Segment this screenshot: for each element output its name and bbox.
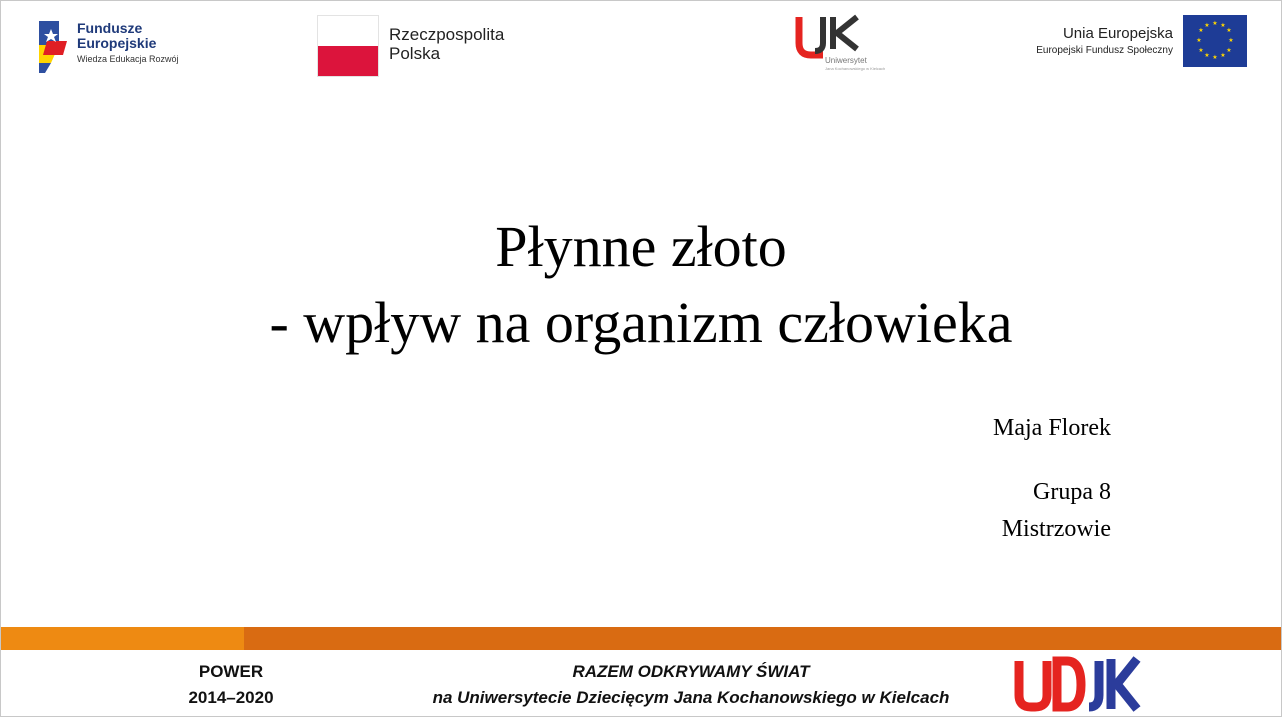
ujk-logo (793, 13, 893, 75)
slogan-line2: na Uniwersytecie Dziecięcym Jana Kochanowskiego w Kielcach (432, 688, 950, 707)
rzeczpospolita-polska-logo (317, 15, 517, 77)
ujk-emblem-icon (793, 13, 873, 59)
svg-text:★: ★ (1220, 53, 1226, 59)
fe-sub: Wiedza Edukacja Rozwój (77, 54, 179, 64)
title-line1: Płynne złoto (495, 214, 787, 279)
program-label (156, 659, 306, 711)
program-line1: POWER (198, 662, 264, 681)
rp-line1: Rzeczpospolita (389, 25, 505, 44)
team-name: Mistrzowie (1001, 516, 1111, 542)
svg-text:★: ★ (1198, 28, 1204, 34)
svg-text:★: ★ (1198, 48, 1204, 54)
title-line2: - wpływ na organizm człowieka (269, 290, 1013, 355)
fundusze-europejskie-logo (37, 15, 197, 77)
rp-line2: Polska (389, 44, 441, 63)
svg-text:★: ★ (1212, 55, 1218, 61)
svg-text:★: ★ (1196, 38, 1202, 44)
footer-bar (1, 627, 1281, 650)
fe-line2: Europejskie (77, 35, 157, 51)
ue-line2: Europejski Fundusz Społeczny (1036, 45, 1173, 56)
footer-bar-accent (1, 627, 244, 650)
svg-text:★: ★ (1204, 53, 1210, 59)
program-line2: 2014–2020 (188, 688, 274, 707)
svg-text:★: ★ (1228, 38, 1234, 44)
ujk-sub2: Jana Kochanowskiego w Kielcach (825, 66, 886, 71)
eu-flag-icon (1183, 15, 1247, 67)
svg-text:★: ★ (1204, 23, 1210, 29)
author-name: Maja Florek (993, 415, 1111, 441)
group-number: Grupa 8 (1033, 479, 1111, 505)
svg-text:★: ★ (1220, 23, 1226, 29)
svg-text:★: ★ (1226, 48, 1232, 54)
udjk-logo (1013, 655, 1143, 713)
svg-text:★: ★ (1212, 21, 1218, 27)
ujk-sub: Uniwersytet (825, 56, 867, 65)
unia-europejska-logo (1031, 15, 1251, 71)
fe-line1: Fundusze (77, 20, 143, 36)
ue-line1: Unia Europejska (1062, 25, 1173, 42)
slogan-line1: RAZEM ODKRYWAMY ŚWIAT (572, 662, 810, 681)
svg-text:★: ★ (1226, 28, 1232, 34)
slogan (301, 659, 1081, 711)
fe-emblem-icon (37, 15, 73, 75)
polish-flag-icon (317, 15, 379, 77)
